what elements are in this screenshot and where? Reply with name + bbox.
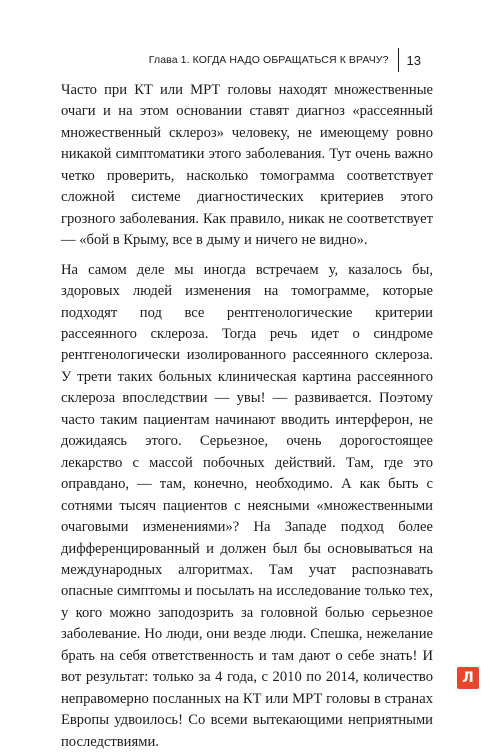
paragraph-2: На самом деле мы иногда встречаем у, казалось бы, здоровых людей изменения на томограмме, которые подходят под все рентгенологические критерии рассеянного склероза. Тогда речь идет о синдроме рентгенологически изолированного рассеянного склероза. У трети таких больных клиническая картина рассеянного склероза впоследствии — увы! — развивается. Поэтому часто таким пациентам начинают вводить интерферон, не дожидаясь этого. Серьезное, очень дорогостоящее лекарство с массой побочных действий. Там, где это оправдано, — там, конечно, необходимо. А как быть с сотнями тысяч пациентов с неясными «множественными очаговыми изменениями»? На Западе подход более дифференцированный и должен был бы основываться на международных алгоритмах. Там учат распознавать опасные симптомы и посылать на исследование только тех, у кого можно заподозрить за головной болью серьезное заболевание. Но люди, они везде люди. Спешка, нежелание брать на себя ответственность и там дают о себе знать! И вот результат: только за 4 года, с 2010 по 2014, количество неправомерно посланных на КТ или МРТ головы в странах Европы удвоилось! Со всеми вытекающими неприятными последствиями. <box>61 261 433 750</box>
chapter-title: Глава 1. КОГДА НАДО ОБРАЩАТЬСЯ К ВРАЧУ? <box>148 54 389 66</box>
paragraph-1: Часто при КТ или МРТ головы находят множественные очаги и на этом основании ставят диагноз «рассеянный множественный склероз» человеку, не имеющему ровно никакой симптоматики этого заболевания. Тут очень важно четко проверить, насколько томограмма соответствует сложной системе диагностических критериев этого грозного заболевания. Как правило, никак не соответствует — «бой в Крыму, все в дыму и ничего не видно». <box>61 82 433 249</box>
publisher-logo-icon: Л <box>457 667 479 689</box>
page-number: 13 <box>406 52 421 68</box>
header-divider <box>398 48 399 72</box>
body-text <box>61 80 433 753</box>
running-head <box>149 48 421 72</box>
